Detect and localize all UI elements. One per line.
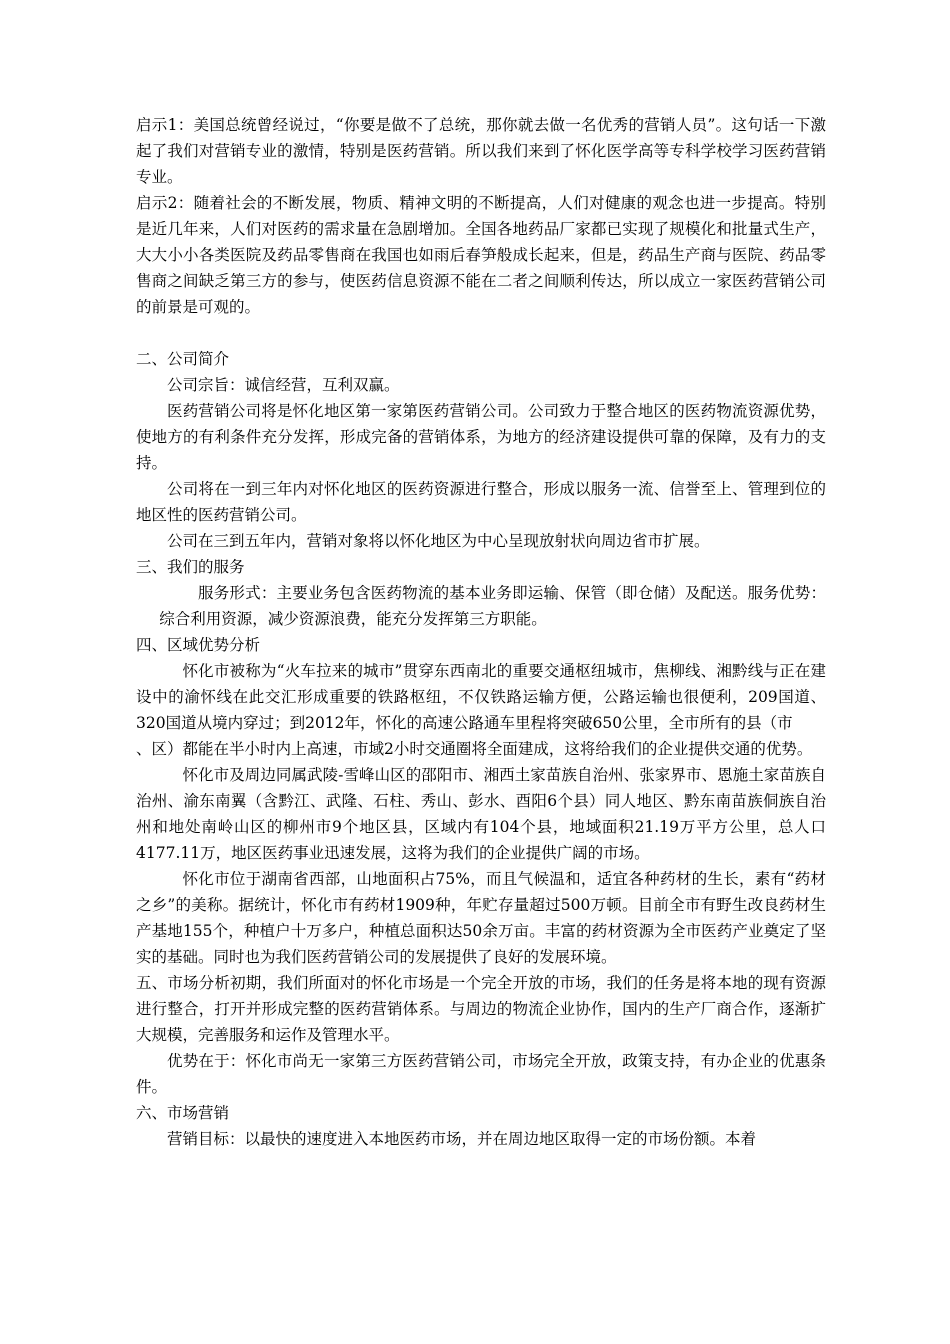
blank-line (136, 320, 826, 346)
region-transport-continued: 、区）都能在半小时内上高速，市域2小时交通圈将全面建成，这将给我们的企业提供交通的优势。 (136, 740, 813, 758)
inspiration-1: 启示1：美国总统曾经说过，“你要是做不了总统，那你就去做一名优秀的营销人员”。这句话一下激起了我们对营销专业的激情，特别是医药营销。所以我们来到了怀化医学高等专科学校学习医药营销专业。 (136, 116, 826, 186)
section-2-title: 二、公司简介 (136, 350, 230, 368)
section-6-title: 六、市场营销 (136, 1104, 230, 1122)
company-motto: 公司宗旨：诚信经营，互利双赢。 (167, 376, 400, 394)
section-3-title: 三、我们的服务 (136, 558, 245, 576)
region-area-paragraph: 怀化市及周边同属武陵-雪峰山区的邵阳市、湘西土家苗族自治州、张家界市、恩施土家苗族自治州、渝东南翼（含黔江、武隆、石柱、秀山、彭水、酉阳6个县）同人地区、黔东南苗族侗族自治州和地处南岭山区的柳州市9个地区县，区域内有104个县，地域面积21.19万平方公里，总人口4177.11万，地区医药事业迅速发展，这将为我们的企业提供广阔的市场。 (136, 766, 826, 862)
inspiration-2: 启示2：随着社会的不断发展，物质、精神文明的不断提高，人们对健康的观念也进一步提高。特别是近几年来，人们对医药的需求量在急剧增加。全国各地药品厂家都已实现了规模化和批量式生产，大大小小各类医院及药品零售商在我国也如雨后春笋般成长起来，但是，药品生产商与医院、药品零售商之间缺乏第三方的参与，使医药信息资源不能在二者之间顺利传达，所以成立一家医药营销公司的前景是可观的。 (136, 194, 826, 316)
service-paragraph: 服务形式：主要业务包含医药物流的基本业务即运输、保管（即仓储）及配送。服务优势：综合利用资源，减少资源浪费，能充分发挥第三方职能。 (159, 584, 826, 628)
company-plan-short-term: 公司将在一到三年内对怀化地区的医药资源进行整合，形成以服务一流、信誉至上、管理到位的地区性的医药营销公司。 (136, 480, 826, 524)
document-page (136, 112, 826, 1152)
company-plan-long-term: 公司在三到五年内，营销对象将以怀化地区为中心呈现放射状向周边省市扩展。 (167, 532, 710, 550)
section-4-title: 四、区域优势分析 (136, 636, 261, 654)
marketing-goal-paragraph: 营销目标：以最快的速度进入本地医药市场，并在周边地区取得一定的市场份额。本着 (167, 1130, 757, 1148)
region-transport-paragraph: 怀化市被称为“火车拉来的城市”贯穿东西南北的重要交通枢纽城市，焦柳线、湘黔线与正在建设中的渝怀线在此交汇形成重要的铁路枢纽，不仅铁路运输方便，公路运输也很便利，209国道、320国道从境内穿过；到2012年，怀化的高速公路通车里程将突破650公里，全市所有的县（市 (136, 662, 826, 732)
advantage-paragraph: 优势在于：怀化市尚无一家第三方医药营销公司，市场完全开放，政策支持，有办企业的优惠条件。 (136, 1052, 826, 1096)
region-herbs-paragraph: 怀化市位于湖南省西部，山地面积占75%，而且气候温和，适宜各种药材的生长，素有“药材之乡”的美称。据统计，怀化市有药材1909种，年贮存量超过500万顿。目前全市有野生改良药材生产基地155个，种植户十万多户，种植总面积达50余万亩。丰富的药材资源为全市医药产业奠定了坚实的基础。同时也为我们医药营销公司的发展提供了良好的发展环境。 (136, 870, 826, 966)
company-intro-paragraph: 医药营销公司将是怀化地区第一家第医药营销公司。公司致力于整合地区的医药物流资源优势，使地方的有利条件充分发挥，形成完备的营销体系，为地方的经济建设提供可靠的保障，及有力的支持。 (136, 402, 826, 472)
section-5-paragraph: 五、市场分析初期，我们所面对的怀化市场是一个完全开放的市场，我们的任务是将本地的现有资源进行整合，打开并形成完整的医药营销体系。与周边的物流企业协作，国内的生产厂商合作，逐渐扩大规模，完善服务和运作及管理水平。 (136, 974, 826, 1044)
